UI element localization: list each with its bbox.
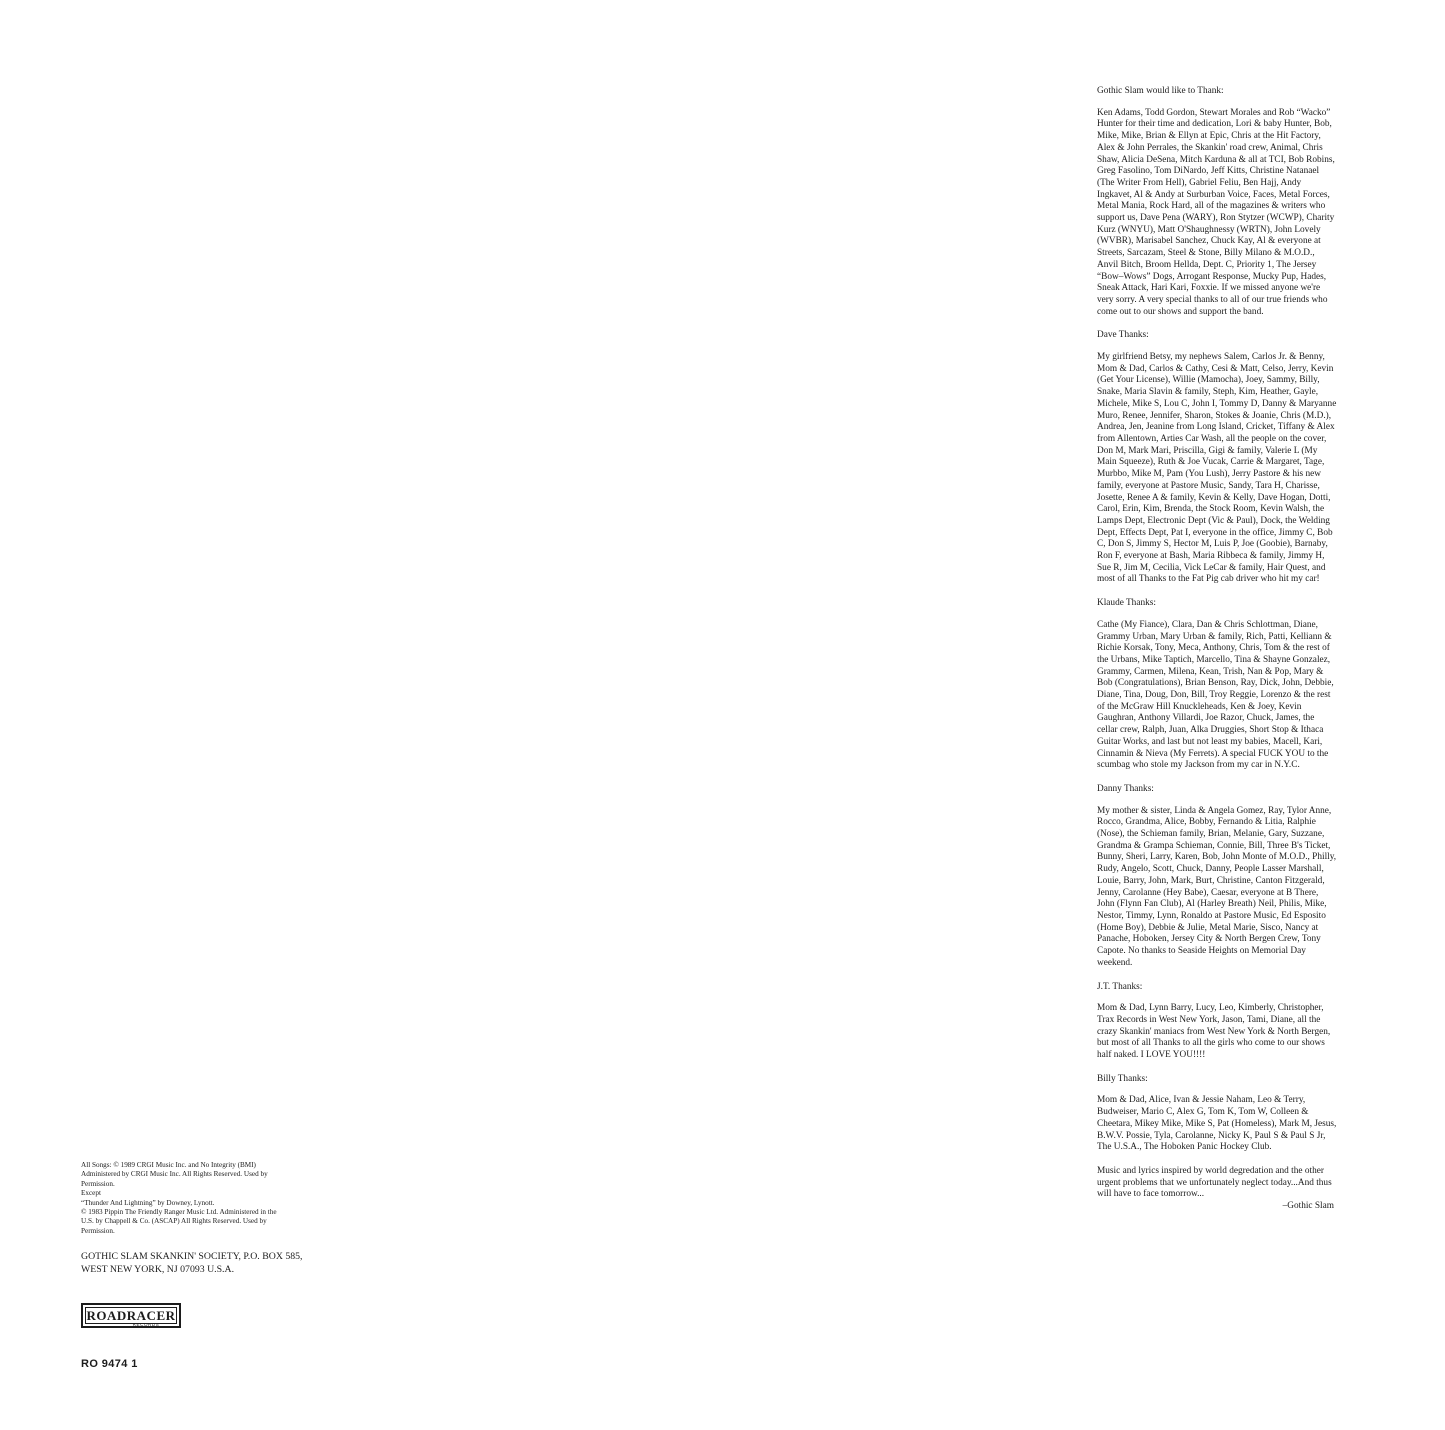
section-heading: Gothic Slam would like to Thank: bbox=[1097, 86, 1224, 96]
thanks-section-dave bbox=[1097, 330, 1337, 586]
section-body: Mom & Dad, Alice, Ivan & Jessie Naham, Leo & Terry, Budweiser, Mario C, Alex G, Tom K, Tom W, Colleen & Cheetara, Mikey Mike, Mike S, Pat (Homeless), Mark M, Jesus, B.W.V. Possie, Tyla, Carolanne, Nicky K, Paul S & Paul S Jr, The U.S.A., The Hoboken Panic Hockey Club. bbox=[1097, 1095, 1337, 1153]
logo-wordmark: ROADRACER bbox=[86, 1308, 176, 1323]
section-body: Mom & Dad, Lynn Barry, Lucy, Leo, Kimberly, Christopher, Trax Records in West New York, Jason, Tami, Diane, all the crazy Skankin' maniacs from West New York & North Bergen, but most of all Thanks to all the girls who come to our shows half naked. I LOVE YOU!!!! bbox=[1097, 1003, 1331, 1061]
catalog-number: RO 9474 1 bbox=[81, 1358, 138, 1370]
section-body: Ken Adams, Todd Gordon, Stewart Morales and Rob “Wacko” Hunter for their time and dedication, Lori & baby Hunter, Bob, Mike, Mike, Brian & Ellyn at Epic, Chris at the Hit Factory, Alex & John Perrales, the Skankin' road crew, Animal, Chris Shaw, Alicia DeSena, Mitch Karduna & all at TCI, Bob Robins, Greg Fasolino, Tom DiNardo, Jeff Kitts, Christine Natanael (The Writer From Hell), Gabriel Feliu, Ben Hajj, Andy Ingkavet, Al & Andy at Surburban Voice, Faces, Metal Forces, Metal Mania, Rock Hard, all of the magazines & writers who support us, Dave Pena (WARY), Ron Stytzer (WCWP), Charity Kurz (WNYU), Matt O'Shaughnessy (WRTN), John Lovely (WVBR), Marisabel Sanchez, Chuck Kay, Al & everyone at Streets, Sarcazam, Steel & Stone, Billy Milano & M.O.D., Anvil Bitch, Broom Hellda, Dept. C, Priority 1, The Jersey “Bow–Wows” Dogs, Arrogant Response, Mucky Pup, Hades, Sneak Attack, Hari Kari, Foxxie. If we missed anyone we're very sorry. A very special thanks to all of our true friends who come out to our shows and support the band. bbox=[1097, 107, 1335, 317]
closing-signature: –Gothic Slam bbox=[1282, 1201, 1334, 1212]
logo-inner-frame bbox=[85, 1307, 177, 1327]
credits-all-songs: All Songs: © 1989 CRGI Music Inc. and No Integrity (BMI) Administered by CRGI Music Inc. All Rights Reserved. Used by Permission. bbox=[81, 1161, 268, 1188]
logo-subtext: RECORDS bbox=[132, 1322, 160, 1327]
section-heading: Klaude Thanks: bbox=[1097, 598, 1156, 609]
closing-text: Music and lyrics inspired by world degredation and the other urgent problems that we unfortunately neglect today...And thus will have to face tomorrow... bbox=[1097, 1165, 1332, 1200]
section-heading: J.T. Thanks: bbox=[1097, 981, 1143, 992]
section-body: My mother & sister, Linda & Angela Gomez, Ray, Tylor Anne, Rocco, Grandma, Alice, Bobby, Fernando & Litia, Ralphie (Nose), the Schieman family, Brian, Melanie, Gary, Suzzane, Grandma & Grampa Schieman, Connie, Bill, Three B's Ticket, Bunny, Sheri, Larry, Karen, Bob, John Monte of M.O.D., Philly, Rudy, Angelo, Scott, Chuck, Danny, People Lasser Marshall, Louie, Barry, John, Mark, Burt, Christine, Canton Fitzgerald, Jenny, Carolanne (Hey Babe), Caesar, everyone at B There, John (Flynn Fan Club), Al (Harley Breath) Neil, Philis, Mike, Nestor, Timmy, Lynn, Ronaldo at Pastore Music, Ed Esposito (Home Boy), Debbie & Julie, Metal Marie, Sisco, Nancy at Panache, Hoboken, Jersey City & North Bergen Crew, Tony Capote. No thanks to Seaside Heights on Memorial Day weekend. bbox=[1097, 805, 1337, 968]
section-heading: Dave Thanks: bbox=[1097, 330, 1149, 341]
fan-club-address bbox=[81, 1251, 321, 1276]
roadracer-logo bbox=[81, 1303, 181, 1328]
thanks-section-billy bbox=[1097, 1074, 1337, 1154]
thanks-section-band bbox=[1097, 86, 1337, 318]
address-line-1: GOTHIC SLAM SKANKIN' SOCIETY, P.O. BOX 585, bbox=[81, 1251, 303, 1262]
thanks-section-danny bbox=[1097, 784, 1337, 970]
credits-cover-publisher: © 1983 Pippin The Friendly Ranger Music Ltd. Administered in the U.S. by Chappell & Co. (ASCAP) All Rights Reserved. Used by Permission. bbox=[81, 1208, 277, 1235]
closing-statement bbox=[1097, 1166, 1337, 1213]
publishing-credits bbox=[81, 1161, 281, 1236]
thanks-column bbox=[1097, 86, 1337, 1225]
credits-except: Except bbox=[81, 1189, 101, 1198]
section-heading: Billy Thanks: bbox=[1097, 1073, 1148, 1084]
thanks-section-jt bbox=[1097, 982, 1337, 1062]
section-body: My girlfriend Betsy, my nephews Salem, Carlos Jr. & Benny, Mom & Dad, Carlos & Cathy, Cesi & Matt, Celso, Jerry, Kevin (Get Your License), Willie (Mamocha), Joey, Sammy, Billy, Snake, Maria Slavin & family, Steph, Kim, Heather, Gayle, Michele, Mike S, Lou C, John I, Tommy D, Danny & Maryanne Muro, Renee, Jennifer, Sharon, Stokes & Joanie, Chris (M.D.), Andrea, Jen, Jeanine from Long Island, Cricket, Tiffany & Alex from Allentown, Arties Car Wash, all the people on the cover, Don M, Mark Mari, Priscilla, Gigi & family, Valerie L (My Main Squeeze), Ruth & Joe Vucak, Carrie & Margaret, Tage, Murbbo, Mike M, Pam (You Lush), Jerry Pastore & his new family, everyone at Pastore Music, Sandy, Tara H, Charisse, Josette, Renee A & family, Kevin & Kelly, Dave Hogan, Dotti, Carol, Erin, Kim, Brenda, the Stock Room, Kevin Walsh, the Lamps Dept, Electronic Dept (Vic & Paul), Dock, the Welding Dept, Effects Dept, Pat I, everyone in the office, Jimmy C, Bob C, Don S, Jimmy S, Hector M, Luis P, Joe (Goobie), Barnaby, Ron F, everyone at Bash, Maria Ribbeca & family, Jimmy H, Sue R, Jim M, Cecilia, Vick LeCar & family, Hair Quest, and most of all Thanks to the Fat Pig cab driver who hit my car! bbox=[1097, 352, 1337, 585]
credits-cover-song: “Thunder And Lightning” by Downey, Lynott. bbox=[81, 1198, 215, 1207]
section-heading: Danny Thanks: bbox=[1097, 783, 1154, 794]
section-body: Cathe (My Fiance), Clara, Dan & Chris Schlottman, Diane, Grammy Urban, Mary Urban & family, Rich, Patti, Kelliann & Richie Korsak, Tony, Meca, Anthony, Chris, Tom & the rest of the Urbans, Mike Taptich, Marcello, Tina & Shayne Gonzalez, Grammy, Carmen, Milena, Kean, Trish, Nan & Pop, Mary & Bob (Congratulations), Brian Benson, Ray, Dick, John, Debbie, Diane, Tina, Doug, Don, Bill, Troy Reggie, Lorenzo & the rest of the McGraw Hill Knuckleheads, Ken & Joey, Kevin Gaughran, Anthony Villardi, Joe Razor, Chuck, James, the cellar crew, Ralph, Juan, Alka Druggies, Short Stop & Ithaca Guitar Works, and last but not least my babies, Macell, Kari, Cinnamin & Nieva (My Ferrets). A special FUCK YOU to the scumbag who stole my Jackson from my car in N.Y.C. bbox=[1097, 619, 1334, 771]
thanks-section-klaude bbox=[1097, 598, 1337, 772]
address-line-2: WEST NEW YORK, NJ 07093 U.S.A. bbox=[81, 1263, 235, 1275]
